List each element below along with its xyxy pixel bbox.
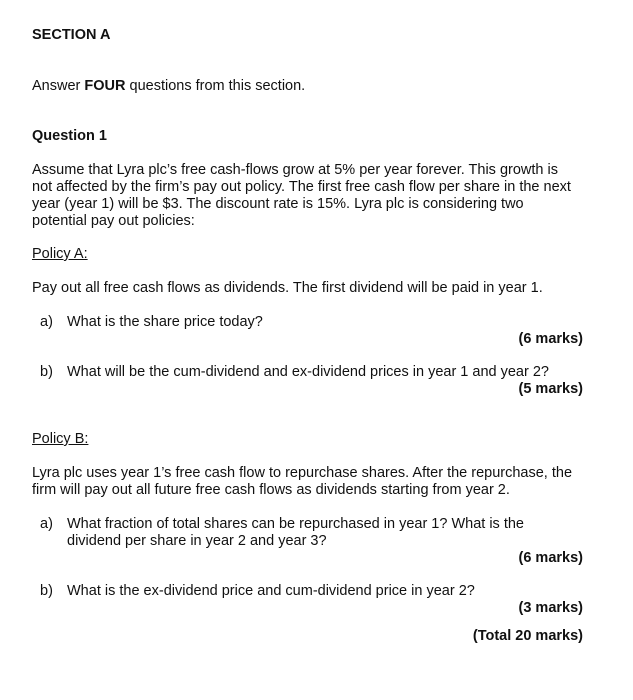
policy-b-item-a-line: dividend per share in year 2 and year 3? xyxy=(67,533,327,549)
policy-b-item-a-marks: (6 marks) xyxy=(518,550,583,566)
total-marks: (Total 20 marks) xyxy=(472,628,583,644)
policy-a-item-a-marks: (6 marks) xyxy=(518,331,583,347)
policy-b-description-line: Lyra plc uses year 1’s free cash flow to repurchase shares. After the repurchase, the xyxy=(32,465,573,481)
policy-a-heading: Policy A: xyxy=(32,246,88,262)
policy-a-item-b-letter: b) xyxy=(40,364,53,380)
intro-line: Assume that Lyra plc’s free cash-flows grow at 5% per year forever. This growth is xyxy=(32,162,558,178)
policy-b-description xyxy=(32,465,592,499)
policy-b-item-a-line: What fraction of total shares can be repurchased in year 1? What is the xyxy=(67,516,524,532)
instruction-suffix: questions from this section. xyxy=(125,78,306,94)
policy-b-item-a-letter: a) xyxy=(40,516,53,532)
policy-b-item-a-text xyxy=(67,516,567,550)
policy-a-item-a-letter: a) xyxy=(40,314,53,330)
intro-line: potential pay out policies: xyxy=(32,213,195,229)
intro-line: year (year 1) will be $3. The discount rate is 15%. Lyra plc is considering two xyxy=(32,196,524,212)
instruction-emphasis: FOUR xyxy=(84,78,126,94)
instruction-prefix: Answer xyxy=(32,78,85,94)
policy-a-item-a-text: What is the share price today? xyxy=(67,314,263,330)
intro-paragraph xyxy=(32,162,592,230)
policy-b-item-b-marks: (3 marks) xyxy=(518,600,583,616)
policy-b-item-b-letter: b) xyxy=(40,583,53,599)
policy-a-description: Pay out all free cash flows as dividends. The first dividend will be paid in year 1. xyxy=(32,280,543,296)
policy-b-description-line: firm will pay out all future free cash flows as dividends starting from year 2. xyxy=(32,482,510,498)
section-title: SECTION A xyxy=(32,27,111,43)
policy-a-item-b-text: What will be the cum-dividend and ex-dividend prices in year 1 and year 2? xyxy=(67,364,549,380)
policy-b-item-b-text: What is the ex-dividend price and cum-dividend price in year 2? xyxy=(67,583,475,599)
intro-line: not affected by the firm’s pay out policy. The first free cash flow per share in the next xyxy=(32,179,571,195)
policy-a-item-b-marks: (5 marks) xyxy=(518,381,583,397)
question-title: Question 1 xyxy=(32,128,107,144)
policy-b-heading: Policy B: xyxy=(32,431,89,447)
instruction xyxy=(32,78,305,95)
